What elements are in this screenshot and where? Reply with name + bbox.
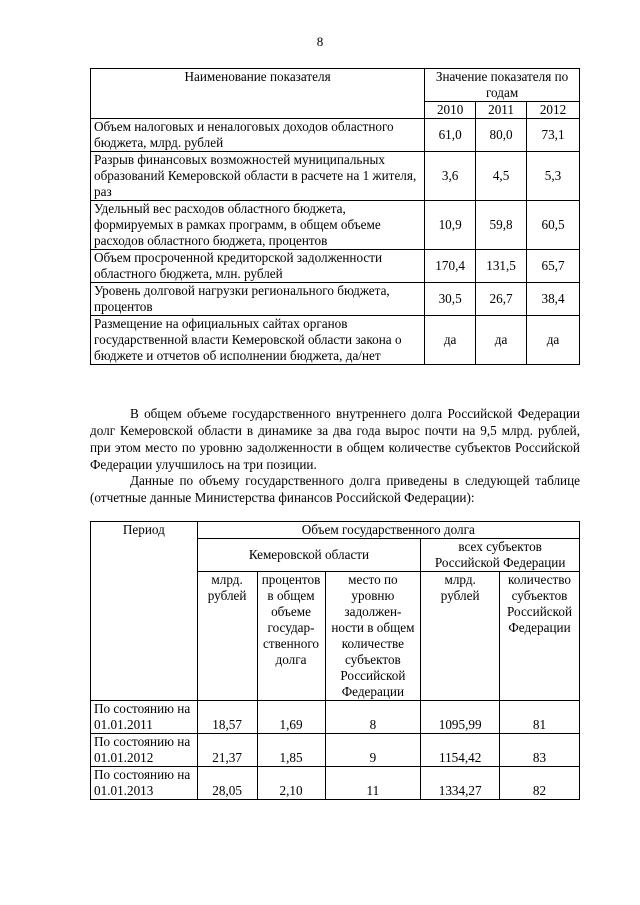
indicator-value: да xyxy=(425,316,476,365)
period-header: Период xyxy=(91,522,198,701)
table2-header-row xyxy=(91,522,580,539)
indicator-value: 61,0 xyxy=(425,119,476,152)
debt-value: 81 xyxy=(500,701,580,734)
debt-value: 1334,27 xyxy=(421,767,500,800)
indicator-value: 4,5 xyxy=(476,152,527,201)
indicator-value: 80,0 xyxy=(476,119,527,152)
indicator-value: 59,8 xyxy=(476,201,527,250)
debt-value: 8 xyxy=(325,701,421,734)
debt-value: 82 xyxy=(500,767,580,800)
indicator-value: 5,3 xyxy=(527,152,580,201)
table-row xyxy=(91,201,580,250)
indicator-value-header: Значение показателя по годам xyxy=(425,69,580,102)
indicator-value: 170,4 xyxy=(425,250,476,283)
indicator-value: 65,7 xyxy=(527,250,580,283)
period-cell: По состоянию на 01.01.2012 xyxy=(91,734,198,767)
debt-dynamics-paragraph: В общем объеме государственного внутреннего долга Российской Федерации долг Кемеровской области в динамике за два года вырос почти на 9,5 млрд. рублей, при этом место по уровню задолженности в общем количестве субъектов Российской Федерации улучшилось на три позиции. xyxy=(90,406,580,472)
table-row xyxy=(91,283,580,316)
table-row xyxy=(91,767,580,800)
indicator-name: Объем налоговых и неналоговых доходов областного бюджета, млрд. рублей xyxy=(91,119,425,152)
column-header: млрд. рублей xyxy=(197,572,257,701)
year-header: 2011 xyxy=(476,102,527,119)
indicator-value: 38,4 xyxy=(527,283,580,316)
all-subjects-header: всех субъектов Российской Федерации xyxy=(421,539,580,572)
column-header: процентов в общем объеме государ-ственного долга xyxy=(257,572,325,701)
kemerovo-region-header: Кемеровской области xyxy=(197,539,421,572)
page-number: 8 xyxy=(316,34,324,49)
indicator-name: Объем просроченной кредиторской задолженности областного бюджета, млн. рублей xyxy=(91,250,425,283)
debt-value: 28,05 xyxy=(197,767,257,800)
debt-value: 9 xyxy=(325,734,421,767)
table-row xyxy=(91,701,580,734)
debt-value: 83 xyxy=(500,734,580,767)
debt-value: 1154,42 xyxy=(421,734,500,767)
indicator-value: 3,6 xyxy=(425,152,476,201)
debt-value: 18,57 xyxy=(197,701,257,734)
year-header: 2012 xyxy=(527,102,580,119)
debt-value: 2,10 xyxy=(257,767,325,800)
table-row xyxy=(91,316,580,365)
table-row xyxy=(91,152,580,201)
indicator-name: Удельный вес расходов областного бюджета, формируемых в рамках программ, в общем объеме расходов областного бюджета, процентов xyxy=(91,201,425,250)
debt-value: 11 xyxy=(325,767,421,800)
indicator-value: 60,5 xyxy=(527,201,580,250)
debt-value: 21,37 xyxy=(197,734,257,767)
indicator-value: да xyxy=(527,316,580,365)
table-row xyxy=(91,119,580,152)
period-cell: По состоянию на 01.01.2013 xyxy=(91,767,198,800)
column-header: количество субъектов Российской Федерации xyxy=(500,572,580,701)
indicator-value: 131,5 xyxy=(476,250,527,283)
table-intro-paragraph: Данные по объему государственного долга приведены в следующей таблице (отчетные данные Министерства финансов Российской Федерации): xyxy=(90,473,580,505)
debt-volume-header: Объем государственного долга xyxy=(197,522,579,539)
year-header: 2010 xyxy=(425,102,476,119)
indicator-value: 26,7 xyxy=(476,283,527,316)
indicator-name: Уровень долговой нагрузки регионального бюджета, процентов xyxy=(91,283,425,316)
indicator-value: 30,5 xyxy=(425,283,476,316)
indicator-value: да xyxy=(476,316,527,365)
state-debt-table xyxy=(90,521,580,800)
indicator-value: 10,9 xyxy=(425,201,476,250)
column-header: млрд. рублей xyxy=(421,572,500,701)
indicator-value: 73,1 xyxy=(527,119,580,152)
table1-header-row xyxy=(91,69,580,102)
debt-value: 1095,99 xyxy=(421,701,500,734)
indicator-name: Разрыв финансовых возможностей муниципальных образований Кемеровской области в расчете на 1 жителя, раз xyxy=(91,152,425,201)
debt-value: 1,69 xyxy=(257,701,325,734)
column-header: место по уровню задолжен-ности в общем количестве субъектов Российской Федерации xyxy=(325,572,421,701)
budget-indicators-table xyxy=(90,68,580,365)
period-cell: По состоянию на 01.01.2011 xyxy=(91,701,198,734)
table-row xyxy=(91,250,580,283)
table-row xyxy=(91,734,580,767)
indicator-name: Размещение на официальных сайтах органов государственной власти Кемеровской области закона о бюджете и отчетов об исполнении бюджета, да/нет xyxy=(91,316,425,365)
debt-value: 1,85 xyxy=(257,734,325,767)
indicator-name-header: Наименование показателя xyxy=(91,69,425,119)
